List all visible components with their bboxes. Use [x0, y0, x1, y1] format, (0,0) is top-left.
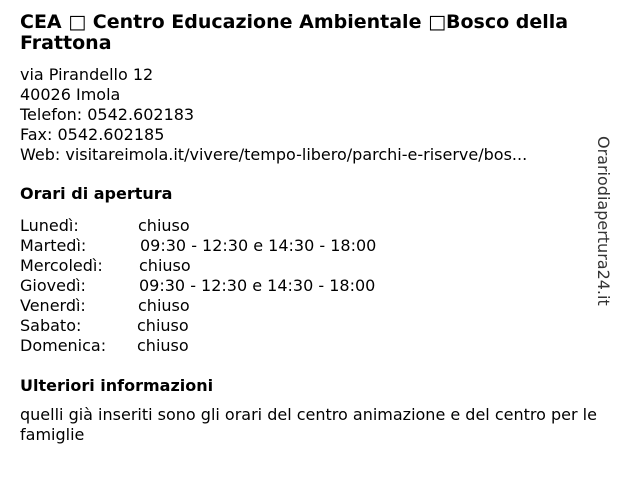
day-hours: chiuso [138, 216, 190, 235]
place-details [20, 12, 610, 445]
street-address: via Pirandello 12 [20, 65, 154, 84]
day-label: Giovedì: [20, 276, 86, 295]
place-title: CEA □ Centro Educazione Ambientale □Bosco della Frattona [20, 11, 569, 54]
day-hours: chiuso [137, 336, 189, 355]
hours-row-thursday [20, 276, 610, 296]
opening-hours-heading: Orari di apertura [20, 184, 173, 203]
additional-info-heading: Ulteriori informazioni [20, 376, 214, 395]
day-hours: 09:30 - 12:30 e 14:30 - 18:00 [140, 236, 377, 255]
day-label: Mercoledì: [20, 256, 103, 275]
day-label: Venerdì: [20, 296, 86, 315]
fax-number: Fax: 0542.602185 [20, 125, 165, 144]
day-label: Lunedì: [20, 216, 79, 235]
hours-row-tuesday [20, 236, 610, 256]
day-label: Martedì: [20, 236, 87, 255]
hours-row-wednesday [20, 256, 610, 276]
city-address: 40026 Imola [20, 85, 121, 104]
opening-hours-table [20, 216, 610, 356]
hours-row-saturday [20, 316, 610, 336]
address-block [20, 65, 610, 165]
day-hours: chiuso [139, 256, 191, 275]
site-watermark: Orariodiapertura24.it [594, 136, 613, 306]
day-hours: chiuso [137, 316, 189, 335]
day-hours: 09:30 - 12:30 e 14:30 - 18:00 [139, 276, 376, 295]
hours-row-monday [20, 216, 610, 236]
phone-number: Telefon: 0542.602183 [20, 105, 195, 124]
website-link: Web: visitareimola.it/vivere/tempo-libero/parchi-e-riserve/bos... [20, 145, 528, 164]
day-label: Domenica: [20, 336, 107, 355]
hours-row-sunday [20, 336, 610, 356]
day-hours: chiuso [138, 296, 190, 315]
hours-row-friday [20, 296, 610, 316]
day-label: Sabato: [20, 316, 82, 335]
additional-info-text: quelli già inseriti sono gli orari del centro animazione e del centro per le famiglie [20, 405, 597, 444]
